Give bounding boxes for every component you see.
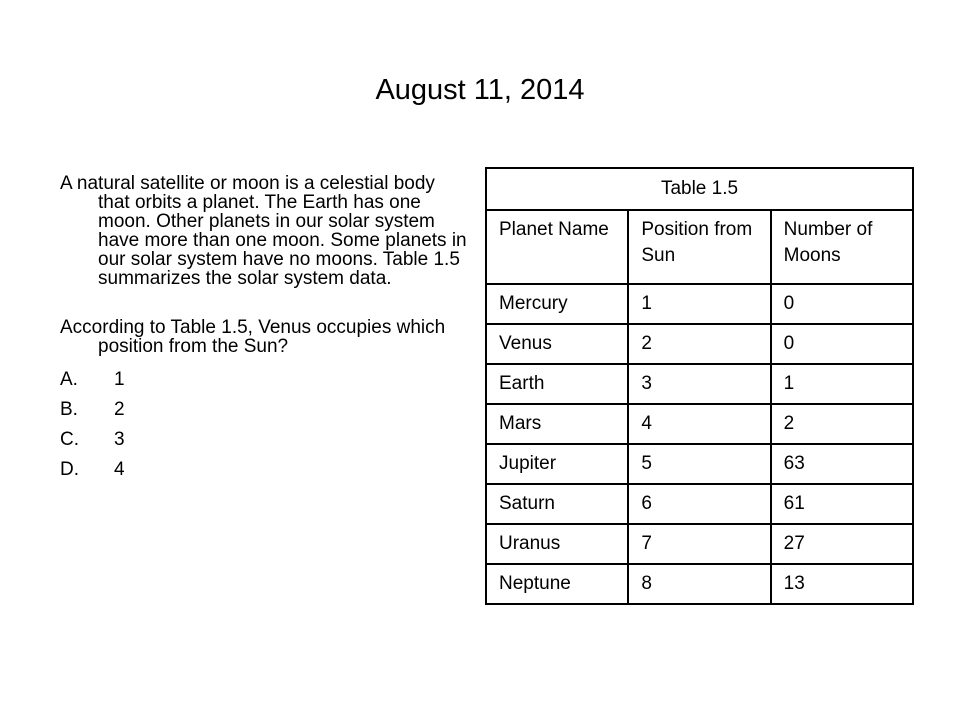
planet-cell: Saturn (486, 484, 628, 524)
moons-cell: 63 (771, 444, 913, 484)
option-text: 3 (114, 428, 125, 450)
option-letter: C. (60, 428, 79, 450)
header-planet-name: Planet Name (486, 210, 628, 284)
position-cell: 8 (628, 564, 770, 604)
option-text: 4 (114, 458, 125, 480)
planet-cell: Neptune (486, 564, 628, 604)
table-row (486, 444, 913, 484)
table-row (486, 324, 913, 364)
option-letter: B. (60, 398, 78, 420)
table-row (486, 364, 913, 404)
table-header-row (486, 210, 913, 284)
answer-options (60, 364, 468, 484)
moons-cell: 1 (771, 364, 913, 404)
moons-cell: 0 (771, 324, 913, 364)
position-cell: 7 (628, 524, 770, 564)
slide-title: August 11, 2014 (375, 74, 585, 106)
planet-cell: Jupiter (486, 444, 628, 484)
option-c (60, 424, 468, 454)
position-cell: 1 (628, 284, 770, 324)
table-caption: Table 1.5 (486, 168, 913, 210)
planet-cell: Mercury (486, 284, 628, 324)
moons-cell: 61 (771, 484, 913, 524)
option-text: 2 (114, 398, 125, 420)
option-a (60, 364, 468, 394)
planet-cell: Uranus (486, 524, 628, 564)
question-text: According to Table 1.5, Venus occupies which position from the Sun? (60, 317, 446, 357)
table-row (486, 524, 913, 564)
planet-table (485, 167, 914, 605)
option-text: 1 (114, 368, 125, 390)
header-position: Position from Sun (628, 210, 770, 284)
header-moons: Number of Moons (771, 210, 913, 284)
position-cell: 2 (628, 324, 770, 364)
position-cell: 4 (628, 404, 770, 444)
intro-paragraph: A natural satellite or moon is a celestial body that orbits a planet. The Earth has one moon. Other planets in our solar system have more than one moon. Some planets in our solar system have no moons. Table 1.5 summarizes the solar system data. (60, 173, 467, 289)
position-cell: 3 (628, 364, 770, 404)
table-caption-row (486, 168, 913, 210)
table-row (486, 484, 913, 524)
moons-cell: 13 (771, 564, 913, 604)
option-letter: A. (60, 368, 78, 390)
moons-cell: 0 (771, 284, 913, 324)
option-letter: D. (60, 458, 79, 480)
position-cell: 5 (628, 444, 770, 484)
moons-cell: 2 (771, 404, 913, 444)
position-cell: 6 (628, 484, 770, 524)
option-d (60, 454, 468, 484)
planet-cell: Mars (486, 404, 628, 444)
option-b (60, 394, 468, 424)
table-row (486, 284, 913, 324)
passage (60, 174, 468, 484)
table-row (486, 564, 913, 604)
moons-cell: 27 (771, 524, 913, 564)
planet-cell: Earth (486, 364, 628, 404)
planet-cell: Venus (486, 324, 628, 364)
table-row (486, 404, 913, 444)
